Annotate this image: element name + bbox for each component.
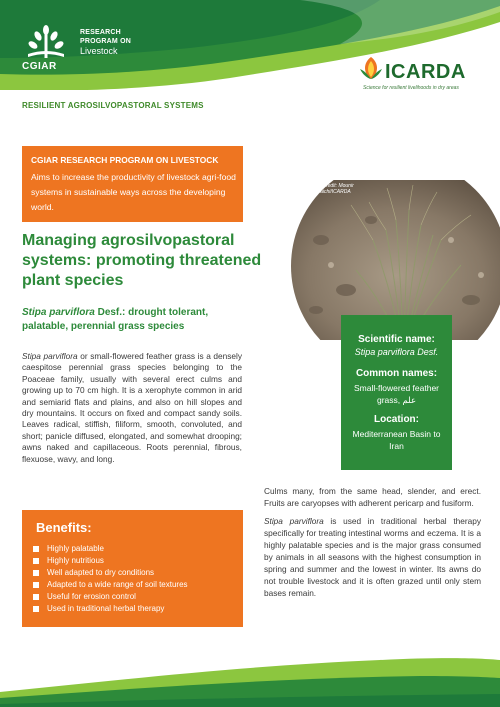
scientific-name-value: Stipa parviflora Desf. — [354, 347, 439, 357]
benefits-list — [33, 543, 188, 615]
right-paragraph-text: is used in traditional herbal therapy specifically for treating intestinal worms and eczema. It is a highly palatable species and is the major grass consumed by animals in all seasons with the highest consumption in spring and summer and the lowest in winter. Its awns do not trouble livestock and it is often grazed until only stem bases remain. — [264, 516, 482, 598]
list-item — [33, 555, 188, 567]
intro-text: or small-flowered feather grass is a densely caespitose perennial grass species belonging to the Poaceae family, usually with several erect culms and growing up to 70 cm high. It is a xerophyte common in arid and semiarid flats and plains, and also on hill slopes and dry mountains. It occurs on fixed and compact sandy soils. Leaves radical, stiffish, filiform, smooth, convoluted, and short; panicle diffused, elongated, and somewhat drooping; awns naked and capillaceous. Roots perennial, fibrous, flexuose, wavy, and long. — [22, 351, 242, 464]
program-box-description: Aims to increase the productivity of livestock agri-food systems in sustainable ways across the developing world. — [31, 172, 236, 212]
footer-banner — [0, 652, 500, 707]
icarda-wordmark: ICARDA — [385, 61, 466, 83]
subtitle-species: Stipa parviflora — [22, 307, 95, 318]
intro-paragraph — [22, 351, 242, 465]
bullet-icon — [33, 570, 39, 576]
icarda-tagline: Science for resilient livelihoods in dry areas — [363, 85, 459, 91]
program-logo-line2: PROGRAM ON — [80, 38, 131, 45]
program-box — [22, 146, 243, 222]
list-item — [33, 567, 188, 579]
intro-species: Stipa parviflora — [22, 351, 78, 361]
subtitle-rest: Desf.: drought tolerant, palatable, perennial grass species — [22, 307, 209, 332]
right-paragraph-1: Culms many, from the same head, slender, and erect. Fruits are caryopses with adherent pericarp and fusiform. — [264, 486, 481, 508]
program-box-title: CGIAR RESEARCH PROGRAM ON LIVESTOCK — [31, 155, 219, 165]
list-item — [33, 579, 188, 591]
benefit-label: Adapted to a wide range of soil textures — [47, 580, 188, 589]
benefit-label: Well adapted to dry conditions — [47, 568, 155, 577]
benefit-label: Highly palatable — [47, 544, 104, 553]
bullet-icon — [33, 558, 39, 564]
common-names-label: Common names: — [355, 368, 438, 379]
program-logo-line1: RESEARCH — [80, 29, 121, 36]
bullet-icon — [33, 582, 39, 588]
location-value: Mediterranean Basin to Iran — [352, 429, 441, 451]
right-column-text — [264, 485, 481, 605]
species-info-box — [341, 315, 452, 470]
list-item — [33, 543, 188, 555]
section-label: RESILIENT AGROSILVOPASTORAL SYSTEMS — [22, 101, 204, 110]
location-label: Location: — [374, 414, 419, 425]
program-logo-line3: Livestock — [80, 46, 118, 56]
scientific-name-label: Scientific name: — [358, 334, 435, 345]
bullet-icon — [33, 606, 39, 612]
bullet-icon — [33, 546, 39, 552]
benefit-label: Used in traditional herbal therapy — [47, 604, 165, 613]
bullet-icon — [33, 594, 39, 600]
common-names-value: Small-flowered feather grass, علم — [353, 383, 440, 405]
list-item — [33, 591, 188, 603]
benefit-label: Highly nutritious — [47, 556, 104, 565]
benefit-label: Useful for erosion control — [47, 592, 136, 601]
icarda-leaf-icon — [358, 55, 384, 81]
photo-caption: Photo credit: Mounir Louhaichi/ICARDA — [309, 183, 354, 195]
page-subtitle — [22, 306, 252, 334]
program-logo-text — [80, 28, 131, 57]
benefits-title: Benefits: — [36, 520, 92, 535]
list-item — [33, 603, 188, 615]
right-paragraph-2 — [264, 515, 481, 599]
page-title: Managing agrosilvopastoral systems: promoting threatened plant species — [22, 232, 262, 289]
cgiar-leaf-icon — [24, 24, 68, 60]
benefits-box — [22, 510, 243, 627]
cgiar-wordmark: CGIAR — [22, 61, 57, 72]
right-paragraph-species: Stipa parviflora — [264, 516, 324, 526]
